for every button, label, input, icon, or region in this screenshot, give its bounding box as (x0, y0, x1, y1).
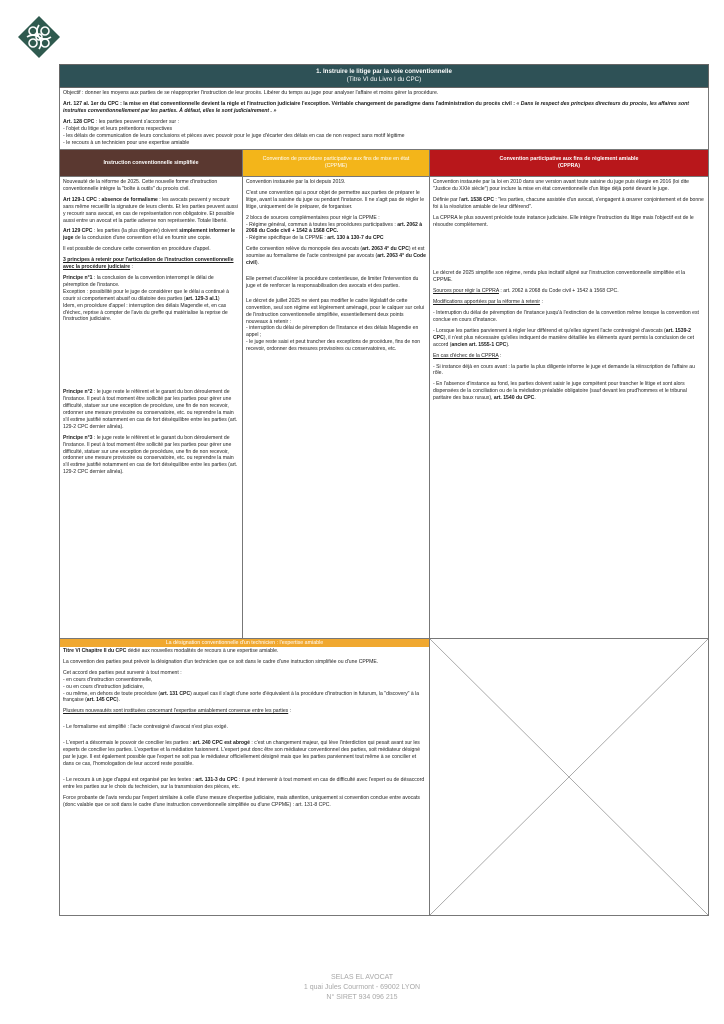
expertise-block (60, 639, 429, 915)
col2-p3-item2-bold: art. 130 à 130-7 du CPC (327, 235, 384, 242)
exp-p6-bold: art. 240 CPC est abrogé (192, 740, 250, 747)
col1-p5-underline: 3 principes à retenir pour l'articulation de l'instruction conventionnelle avec la procédure judiciaire (63, 257, 234, 271)
col3-p2-text2: : "les parties, chacune assistée d'un avocat, s'engagent à œuvrer conjointement et de bonne foi à la résolution amiable de leur différend". (433, 196, 704, 210)
col1-p5-text: : (130, 264, 133, 271)
col1-p3-text2: de la conclusion d'une convention et lui en fournir une copie. (73, 235, 212, 242)
col2-p3 (246, 215, 426, 243)
col2-p4-text3: ). (255, 260, 260, 267)
col3-p10: - Si instance déjà en cours avant : la partie la plus diligente informe le juge et demande la réinscription de l'affaire au rôle. (433, 363, 695, 377)
objectif-text: Objectif : donner les moyens aux parties de se réapproprier l'instruction de leur procès. Libérer du temps au juge pour analyser l'affaire et moins gérer la procédure. (63, 90, 439, 96)
col3-p3: La CPPRA le plus souvent précède toute instance judiciaire. Elle intègre l'instruction du litige mais l'objectif est de le résoudre complètement. (433, 214, 694, 228)
procedure-table (59, 64, 709, 916)
col2-p4-bold1: art. 2063 4° du CPC (362, 246, 409, 253)
art128-item: - les délais de communication de leurs conclusions et pièces avec pouvoir pour le juge d'écarter des délais en cas de non respect sans motif légitime (63, 133, 405, 139)
col3-p5 (433, 288, 705, 295)
col3-p11 (433, 381, 705, 402)
exp-p3-item1: - en cours d'instruction conventionnelle, (63, 676, 153, 683)
header-cppme (242, 150, 429, 176)
col3-p11-text2: . (534, 395, 536, 402)
col1-p7-bold: Principe n°2 (63, 389, 93, 396)
exp-p3 (63, 670, 426, 705)
col1-p6-text4: Idem, en procédure d'appel : interruption des délais Magendie et, en cas d'échec, reprise à compter de l'avis du greffe qui matérialise la reprise de l'instruction judiciaire. (63, 302, 228, 323)
intro-block (59, 88, 709, 150)
col2-p4 (246, 246, 426, 267)
exp-p7-text1: - Le recours à un juge d'appui est organisé par les textes : (63, 776, 196, 783)
col3-p9-underline: En cas d'échec de la CPPRA (433, 352, 499, 359)
column-simplified-instruction (60, 177, 242, 638)
col1-p6-bold2: art. 129-3 al.1 (185, 295, 218, 302)
art128-item: - l'objet du litige et leurs prétentions respectives (63, 126, 173, 132)
header-simplified-instruction (60, 150, 242, 176)
col3-p8-text1: - Lorsque les parties parviennent à régler leur différend et qu'elles signent l'acte contresigné d'avocats ( (433, 327, 666, 334)
col1-p6-bold: Principe n°1 (63, 274, 93, 281)
col1-principle-1 (63, 275, 239, 323)
col3-p9-text: : (498, 352, 502, 359)
col3-p8-text3: ). (506, 341, 510, 348)
exp-p1-text: dédié aux nouvelles modalités de recours à une expertise amiable. (126, 648, 279, 654)
col1-p3-text1: : les parties (la plus diligente) doivent (92, 228, 180, 235)
col3-p8-bold1: art. 1539-2 CPC (433, 327, 691, 341)
footer-address: 1 quai Jules Courmont - 69002 LYON (303, 984, 421, 991)
art127-lead: Art. 127 al. 1er du CPC : la mise en état conventionnelle devient la règle et l'instruction judiciaire l'exception. Véritable changement de paradigme dans l'administration du procès civil : (63, 101, 517, 107)
exp-p4-underline: Plusieurs nouveautés sont instituées concernant l'expertise amiablement convenue entre les parties (63, 708, 289, 715)
col1-p6-text: : la conclusion de la convention interrompt le délai de péremption de l'instance. (63, 274, 214, 288)
col1-p3-bold2: simplement informer le juge (63, 228, 236, 242)
col3-p5-underline: Sources pour régir la CPPRA (433, 288, 499, 295)
col3-p6 (433, 299, 705, 306)
col2-p4-bold2: art. 2063 4° du Code civil (246, 253, 426, 267)
exp-p3-item3-bold1: art. 131 CPC (160, 690, 191, 697)
col1-principle-3 (63, 435, 239, 476)
exp-p7-bold: art. 131-3 du CPC (195, 776, 238, 783)
art128-item: - le recours à un technicien pour une expertise amiable (63, 140, 190, 146)
art127-paragraph (63, 101, 705, 115)
exp-p7-text2: : il peut intervenir à tout moment en cas de difficulté avec l'expert ou de désaccord entre les parties sur le choix du technicien, sur la transmission des pièces, etc. (63, 776, 425, 790)
col3-p5-text: : art. 2062 à 2068 du Code civil + 1542 à 1568 CPC. (498, 288, 619, 295)
exp-p7 (63, 777, 426, 791)
column-cppme (242, 177, 429, 638)
header-col2-label: Convention de procédure participative aux fins de mise en état (262, 156, 410, 162)
column-cppra (429, 177, 708, 638)
col1-p2-bold: Art 129-1 CPC : absence de formalisme (63, 196, 158, 203)
col1-p6-text2: Exception : possibilité pour le juge de considérer que le délai a continué à courir si comportement abusif ou dilatoire des parties ( (63, 288, 229, 302)
col3-p2 (433, 197, 705, 211)
header-col3-label: Convention participative aux fins de règlement amiable (499, 156, 639, 162)
exp-p6 (63, 740, 426, 768)
exp-p3-item2: - ou en cours d'instruction judiciaire, (63, 683, 145, 690)
expertise-header: La désignation conventionnelle d'un technicien : l'expertise amiable (60, 639, 429, 647)
col3-p6-underline: Modifications apportées par la réforme à retenir (433, 299, 541, 306)
col3-p8 (433, 328, 705, 349)
col1-p3 (63, 228, 239, 242)
header-col2-acronym: (CPPME) (324, 163, 348, 169)
col2-p3-item1-bold: art. 2062 à 2068 du Code civil + 1542 à 1568 CPC. (246, 221, 423, 235)
col2-p6 (246, 298, 426, 353)
footer (0, 973, 724, 1003)
exp-p3-item3-bold2: art. 145 CPC (86, 697, 117, 704)
col3-p1: Convention instaurée par la loi en 2010 dans une version avant toute saisine du juge puis élargie en 2016 (loi dite "Justice du XXIè siècle") pour inclure la mise en état conventionnelle d'un litige déjà porté devant le juge. (433, 179, 689, 192)
col1-p8-text: : le juge reste le référent et le garant du bon déroulement de l'instance. Il peut à tout moment être sollicité par les parties pour gérer une difficulté, statuer sur une exception de procédure, une fin de non recevoir, ordonner une mesure provisoire ou conservatoire, etc. ou reprendre la main s'il estime justifié notamment en cas de fort déséquilibre entre les parties (art. 129-2 CPC dernier alinéa). (63, 434, 238, 476)
col1-p7-text: : le juge reste le référent et le garant du bon déroulement de l'instance. Il peut à tout moment être sollicité par les parties pour gérer une difficulté, statuer sur une exception de procédure, une fin de non recevoir, ordonner une mesure provisoire ou conservatoire, etc. ou reprendre la main s'il estime justifié notamment en cas de fort déséquilibre entre les parties (art. 129-2 CPC dernier alinéa). (63, 389, 238, 430)
art128-lead: Art. 128 CPC (63, 119, 95, 125)
col3-p11-bold: art. 1540 du CPC (493, 395, 535, 402)
col3-p2-text1: Définie par l' (433, 196, 462, 203)
exp-p5: - Le formalisme est simplifié : l'acte contresigné d'avocat n'est plus exigé. (63, 724, 228, 731)
col1-p5 (63, 257, 239, 271)
art128-paragraph (63, 119, 705, 147)
col2-p4-text2: ) et est soumise au formalisme de l'acte contresigné par avocats ( (246, 246, 425, 260)
col2-p2: C'est une convention qui a pour objet de permettre aux parties de préparer le litige, avant la saisine du juge ou pendant l'instance. Il ne s'agit pas de régler le litige, uniquement de le préparer, de forganiser. (246, 189, 425, 210)
footer-firm-name: SELAS EL AVOCAT (330, 974, 394, 981)
col2-p1: Convention instaurée par la loi depuis 2019. (246, 179, 346, 185)
col2-p3-item1: - Régime général, commun à toutes les procédures participatives : (246, 221, 398, 228)
art128-rest: : les parties peuvent s'accorder sur : (94, 119, 180, 125)
col2-p3-item2: - Régime spécifique de la CPPME : (246, 235, 328, 242)
col2-p3-text: 2 blocs de sources complémentaires pour régir la CPPME : (246, 214, 380, 221)
exp-p3-text: Cet accord des parties peut survenir à tout moment : (63, 669, 182, 676)
columns-body (59, 177, 709, 639)
col1-p6-text3: ) (217, 295, 220, 302)
col3-p8-text2: ), il n'est plus nécessaire qu'elles indiquent de manière détaillée les éléments ayant permis la conclusion de cet accord ( (433, 334, 695, 348)
exp-p1-bold: Titre VI Chapitre II du CPC (63, 648, 127, 654)
col2-p5: Elle permet d'accélérer la procédure contentieuse, de limiter l'intervention du juge et de renforcer la responsabilisation des avocats et des parties. (246, 275, 419, 289)
exp-p2: La convention des parties peut prévoir la désignation d'un technicien que ce soit dans le cadre d'une instruction simplifiée ou d'une CPPME. (63, 658, 379, 665)
exp-p1 (63, 648, 426, 655)
col1-p4: Il est possible de conclure cette convention en procédure d'appel. (63, 246, 211, 253)
col3-p7: - Interruption du délai de péremption de l'instance jusqu'à l'extinction de la convention même lorsque la convention est conclue en cours d'instance. (433, 310, 699, 323)
col2-p4-text1: Cette convention relève du monopole des avocats ( (246, 246, 363, 253)
firm-logo-icon (17, 15, 61, 59)
title-main: 1. Instruire le litige par la voie conventionnelle (316, 68, 452, 75)
footer-siret: N° SIRET 934 096 215 (326, 994, 398, 1001)
exp-p3-item3-text3: ). (116, 697, 120, 704)
col1-p1: Nouveauté de la réforme de 2025. Cette nouvelle forme d'instruction conventionnelle intègre la "boîte à outils" du procès civil. (63, 179, 218, 192)
exp-p6-text2: : c'est un changement majeur, qui lève l'interdiction qui pesait avant sur les experts de concilier les parties. L'expertise et la médiation fusionnent. L'expert peut donc être son médiateur conventionnel des parties, soit médiateur désigné par le juge. Il est également possible que l'expert ne soit pas le médiateur officiellement désigné mais que les parties parviennent tout même à se concilier et dans ce cas, l'homologation de leur accord reste possible. (63, 740, 421, 767)
exp-p3-item3-text1: - ou même, en dehors de toute procédure ( (63, 690, 161, 697)
exp-p4 (63, 708, 426, 715)
col3-p6-text: : (540, 299, 543, 306)
col2-p6-text: Le décret de juillet 2025 ne vient pas modifier le cadre législatif de cette convention, seul son régime est légèrement aménagé, pour le calquer sur celui de l'instruction conventionnelle simplifiée, essentiellement deux points nouveaux à retenir : (246, 297, 425, 325)
header-col1-label: Instruction conventionnelle simplifiée (103, 159, 199, 166)
exp-p4-text: : (288, 708, 292, 715)
exp-p3-item3-text2: ) auquel cas il s'agit d'une sorte d'équivalent à la procédure d'instruction in futurum, la "discovery" à la française ( (63, 690, 420, 704)
col2-p6-item1: - interruption du délai de péremption de l'instance et des délais Magendie en appel ; (246, 325, 419, 339)
col3-p4: Le décret de 2025 simplifie son régime, rendu plus incitatif aligné sur l'instruction conventionnelle simplifiée et la CPPME. (433, 270, 686, 284)
col3-p2-bold: art. 1538 CPC (461, 196, 494, 203)
expertise-section (59, 639, 709, 916)
exp-p6-text1: - L'expert a désormais le pouvoir de concilier les parties : (63, 740, 193, 747)
col1-p2 (63, 197, 239, 225)
col3-p8-bold2: ancien art. 1555-1 CPC (451, 341, 507, 348)
col1-p8-bold: Principe n°3 (63, 434, 93, 441)
col1-p2-text: : les avocats peuvent y recourir sans même recueillir la signature de leurs clients. Et les parties peuvent aussi y recourir sans avocat, en cas de représentation non obligatoire. Et possible aussi entre un avocat et la partie adverse non représentée. Totale liberté. (63, 196, 238, 224)
exp-p8: Force probante de l'avis rendu par l'expert similaire à celle d'une mesure d'expertise judiciaire, mais attention, uniquement si convention conclue entre avocats (donc valable que ce soit dans le cadre d'une instruction conventionnelle simplifiée ou d'une CPPME) : art. 131-8 CPC. (63, 794, 420, 808)
col1-p3-bold1: Art 129 CPC (63, 228, 93, 235)
title-sub: (Titre VI du Livre I du CPC) (346, 76, 422, 83)
header-col3-acronym: (CPPRA) (557, 163, 581, 169)
col3-p11-text1: - En l'absence d'instance au fond, les parties doivent saisir le juge compétent pour trancher le litige et sont alors dispensées de la conciliation ou de la médiation préalable obligatoire (sauf devant les prud'hommes et le tribunal paritaire des baux ruraux), (433, 381, 687, 402)
art127-quote: « Dans le respect des principes directeurs du procès, les affaires sont instruites conventionnellement par les parties. À défaut, elles le sont judiciairement . » (63, 101, 690, 114)
header-cppra (429, 150, 708, 176)
empty-crossed-cell (429, 639, 708, 915)
col3-p9 (433, 353, 705, 360)
table-title (59, 64, 709, 88)
col2-p6-item2: - le juge reste saisi et peut trancher des exceptions de procédure, fins de non recevoir, ordonner des mesures provisoires ou conservatoires, etc. (246, 339, 421, 353)
col1-principle-2 (63, 389, 239, 430)
column-headers (59, 150, 709, 177)
cross-out-icon (430, 639, 708, 915)
expertise-body (60, 647, 429, 813)
